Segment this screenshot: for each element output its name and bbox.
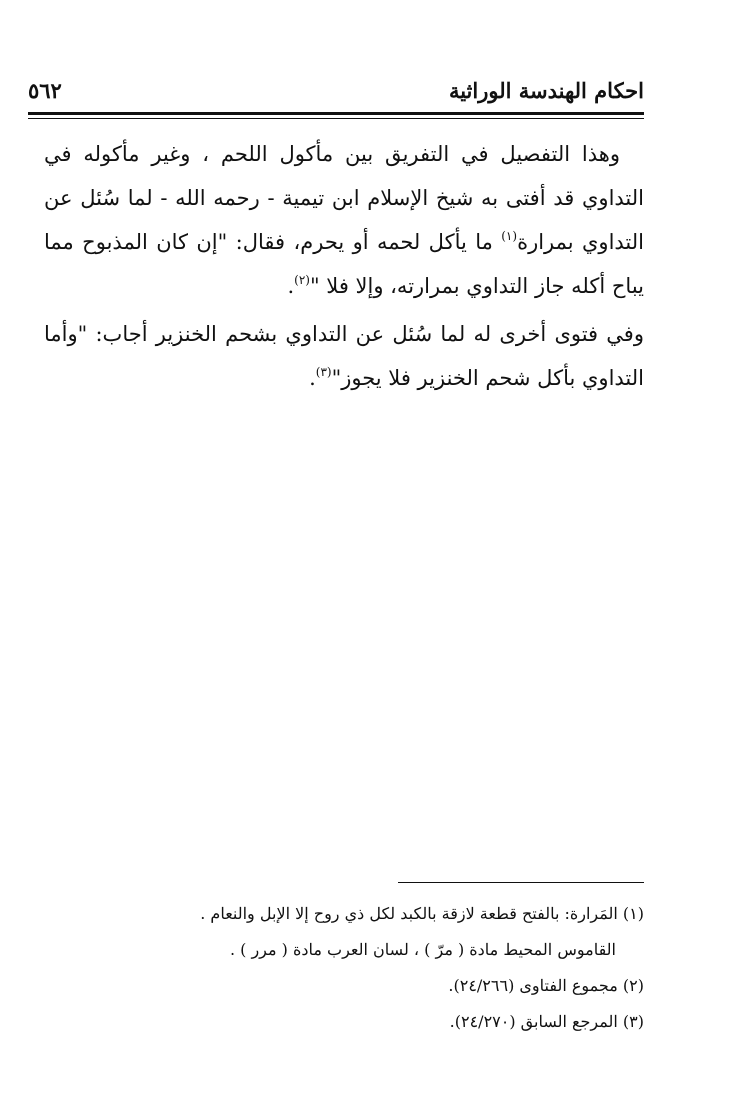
footnote-separator bbox=[398, 882, 644, 883]
page-number: ٥٦٢ bbox=[28, 78, 62, 103]
paragraph-2-text-a: وفي فتوى أخرى له لما سُئل عن التداوي بشحم الخنزير أجاب: "وأما التداوي بأكل شحم الخنزير فلا يجوز" bbox=[44, 322, 644, 390]
main-text bbox=[44, 132, 644, 404]
paragraph-1-text-a: وهذا التفصيل في التفريق بين مأكول اللحم ، وغير مأكوله في التداوي قد أفتى به شيخ الإسلام ابن تيمية - رحمه الله - لما سُئل عن التداوي بمرارة bbox=[44, 142, 644, 254]
header-rule-thick bbox=[28, 112, 644, 115]
paragraph-1 bbox=[44, 132, 644, 308]
footnotes bbox=[44, 896, 644, 1040]
header-rule-thin bbox=[28, 118, 644, 119]
footnote-1: (١) المَرارة: بالفتح قطعة لازقة بالكبد لكل ذي روح إلا الإبل والنعام . bbox=[200, 904, 644, 923]
footnote-1-continuation: القاموس المحيط مادة ( مرّ ) ، لسان العرب مادة ( مرر ) . bbox=[229, 940, 616, 959]
page-header bbox=[28, 78, 644, 108]
running-title: احكام الهندسة الوراثية bbox=[448, 78, 644, 103]
paragraph-2-text-b: . bbox=[309, 366, 316, 390]
paragraph-1-text-b: ما يأكل لحمه أو يحرم، فقال: "إن كان المذبوح مما يباح أكله جاز التداوي بمرارته، وإلا فلا " bbox=[44, 230, 644, 298]
footnote-ref-3: (٣) bbox=[315, 365, 332, 379]
paragraph-2 bbox=[44, 312, 644, 400]
footnote-3: (٣) المرجع السابق (٢٤/٢٧٠). bbox=[449, 1012, 644, 1031]
footnote-ref-1: (١) bbox=[501, 229, 518, 243]
footnote-ref-2: (٢) bbox=[294, 273, 310, 287]
footnote-2: (٢) مجموع الفتاوى (٢٤/٢٦٦). bbox=[448, 976, 644, 995]
paragraph-1-text-c: . bbox=[287, 274, 295, 298]
